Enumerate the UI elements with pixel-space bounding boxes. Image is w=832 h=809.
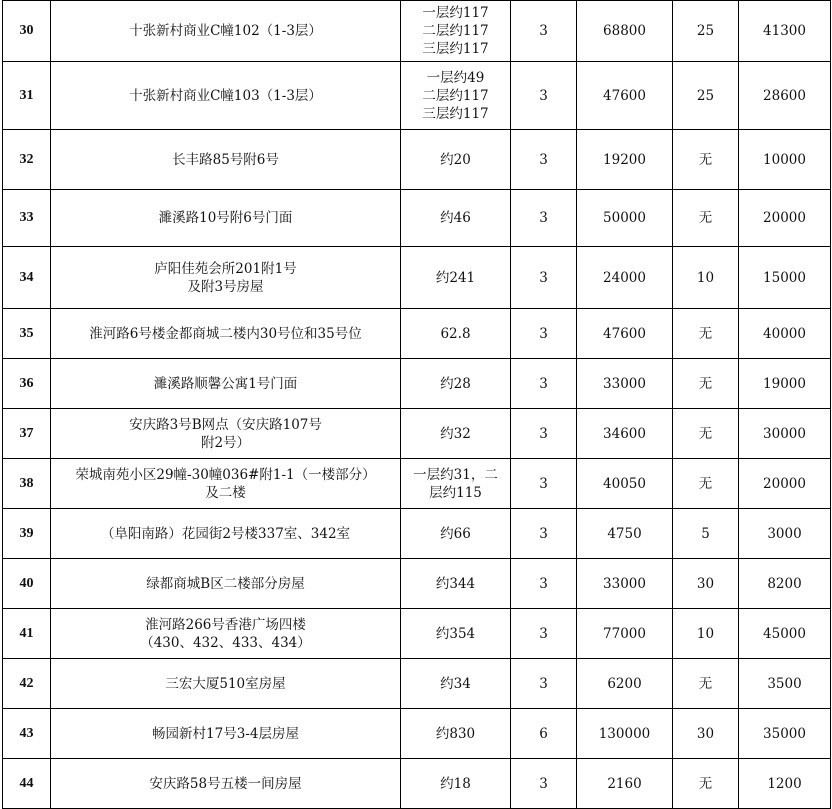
cell-number: 33 [3,190,51,247]
cell-number: 44 [3,759,51,809]
cell-number: 40 [3,559,51,609]
cell-area: 一层约117 二层约117 三层约117 [401,1,511,62]
cell-location: 三宏大厦510室房屋 [51,659,401,709]
cell-price: 34600 [577,409,673,459]
cell-term: 3 [511,130,577,190]
cell-price: 2160 [577,759,673,809]
cell-price: 47600 [577,309,673,359]
cell-deposit: 19000 [739,359,831,409]
cell-location: 庐阳佳苑会所201附1号 及附3号房屋 [51,247,401,309]
cell-number: 30 [3,1,51,62]
cell-term: 6 [511,709,577,759]
cell-number: 37 [3,409,51,459]
cell-deposit: 15000 [739,247,831,309]
cell-free-period: 无 [673,130,739,190]
cell-term: 3 [511,309,577,359]
cell-term: 3 [511,62,577,130]
cell-deposit: 20000 [739,190,831,247]
table-row [3,509,831,559]
cell-price: 4750 [577,509,673,559]
cell-free-period: 无 [673,359,739,409]
table-row [3,759,831,809]
table-row [3,247,831,309]
cell-price: 33000 [577,559,673,609]
table-row [3,609,831,659]
cell-location: 畅园新村17号3-4层房屋 [51,709,401,759]
cell-location: 淮河路6号楼金都商城二楼内30号位和35号位 [51,309,401,359]
cell-price: 77000 [577,609,673,659]
cell-price: 68800 [577,1,673,62]
cell-price: 33000 [577,359,673,409]
cell-free-period: 无 [673,759,739,809]
cell-location: 安庆路3号B网点（安庆路107号 附2号） [51,409,401,459]
cell-deposit: 30000 [739,409,831,459]
cell-number: 43 [3,709,51,759]
cell-free-period: 无 [673,459,739,509]
cell-number: 39 [3,509,51,559]
cell-term: 3 [511,759,577,809]
cell-area: 约830 [401,709,511,759]
cell-area: 约18 [401,759,511,809]
cell-price: 40050 [577,459,673,509]
cell-free-period: 30 [673,709,739,759]
cell-free-period: 5 [673,509,739,559]
cell-price: 6200 [577,659,673,709]
cell-free-period: 无 [673,409,739,459]
cell-area: 约241 [401,247,511,309]
cell-term: 3 [511,559,577,609]
cell-area: 约66 [401,509,511,559]
cell-area: 约46 [401,190,511,247]
cell-location: 十张新村商业C幢103（1-3层） [51,62,401,130]
cell-price: 19200 [577,130,673,190]
cell-term: 3 [511,190,577,247]
table-row [3,409,831,459]
cell-location: （阜阳南路）花园街2号楼337室、342室 [51,509,401,559]
cell-term: 3 [511,1,577,62]
cell-number: 32 [3,130,51,190]
cell-deposit: 8200 [739,559,831,609]
cell-number: 34 [3,247,51,309]
cell-number: 42 [3,659,51,709]
cell-location: 淮河路266号香港广场四楼 （430、432、433、434） [51,609,401,659]
cell-number: 41 [3,609,51,659]
table-row [3,62,831,130]
table-row [3,709,831,759]
cell-location: 安庆路58号五楼一间房屋 [51,759,401,809]
cell-area: 约20 [401,130,511,190]
cell-free-period: 10 [673,609,739,659]
cell-free-period: 25 [673,1,739,62]
cell-area: 62.8 [401,309,511,359]
cell-term: 3 [511,247,577,309]
cell-price: 130000 [577,709,673,759]
cell-free-period: 30 [673,559,739,609]
cell-price: 47600 [577,62,673,130]
table-row [3,190,831,247]
cell-deposit: 1200 [739,759,831,809]
cell-area: 约354 [401,609,511,659]
cell-location: 十张新村商业C幢102（1-3层） [51,1,401,62]
cell-number: 38 [3,459,51,509]
cell-price: 24000 [577,247,673,309]
table-body [3,1,831,809]
cell-area: 约28 [401,359,511,409]
cell-price: 50000 [577,190,673,247]
cell-location: 绿都商城B区二楼部分房屋 [51,559,401,609]
cell-free-period: 10 [673,247,739,309]
table-row [3,359,831,409]
table-row [3,309,831,359]
table-row [3,1,831,62]
cell-term: 3 [511,509,577,559]
property-table [2,0,831,809]
cell-deposit: 3000 [739,509,831,559]
cell-number: 31 [3,62,51,130]
cell-term: 3 [511,409,577,459]
table-row [3,459,831,509]
cell-area: 约34 [401,659,511,709]
cell-deposit: 40000 [739,309,831,359]
cell-term: 3 [511,609,577,659]
cell-area: 约32 [401,409,511,459]
cell-term: 3 [511,359,577,409]
cell-term: 3 [511,659,577,709]
cell-deposit: 20000 [739,459,831,509]
cell-area: 一层约31，二 层约115 [401,459,511,509]
cell-area: 一层约49 二层约117 三层约117 [401,62,511,130]
cell-deposit: 35000 [739,709,831,759]
cell-deposit: 41300 [739,1,831,62]
cell-location: 荣城南苑小区29幢-30幢036#附1-1（一楼部分） 及二楼 [51,459,401,509]
cell-number: 35 [3,309,51,359]
cell-free-period: 无 [673,309,739,359]
table-row [3,559,831,609]
cell-location: 濉溪路顺馨公寓1号门面 [51,359,401,409]
table-row [3,659,831,709]
cell-area: 约344 [401,559,511,609]
cell-deposit: 28600 [739,62,831,130]
cell-deposit: 10000 [739,130,831,190]
table-row [3,130,831,190]
cell-location: 长丰路85号附6号 [51,130,401,190]
cell-free-period: 25 [673,62,739,130]
cell-deposit: 3500 [739,659,831,709]
cell-location: 濉溪路10号附6号门面 [51,190,401,247]
cell-number: 36 [3,359,51,409]
cell-deposit: 45000 [739,609,831,659]
cell-free-period: 无 [673,190,739,247]
cell-term: 3 [511,459,577,509]
cell-free-period: 无 [673,659,739,709]
